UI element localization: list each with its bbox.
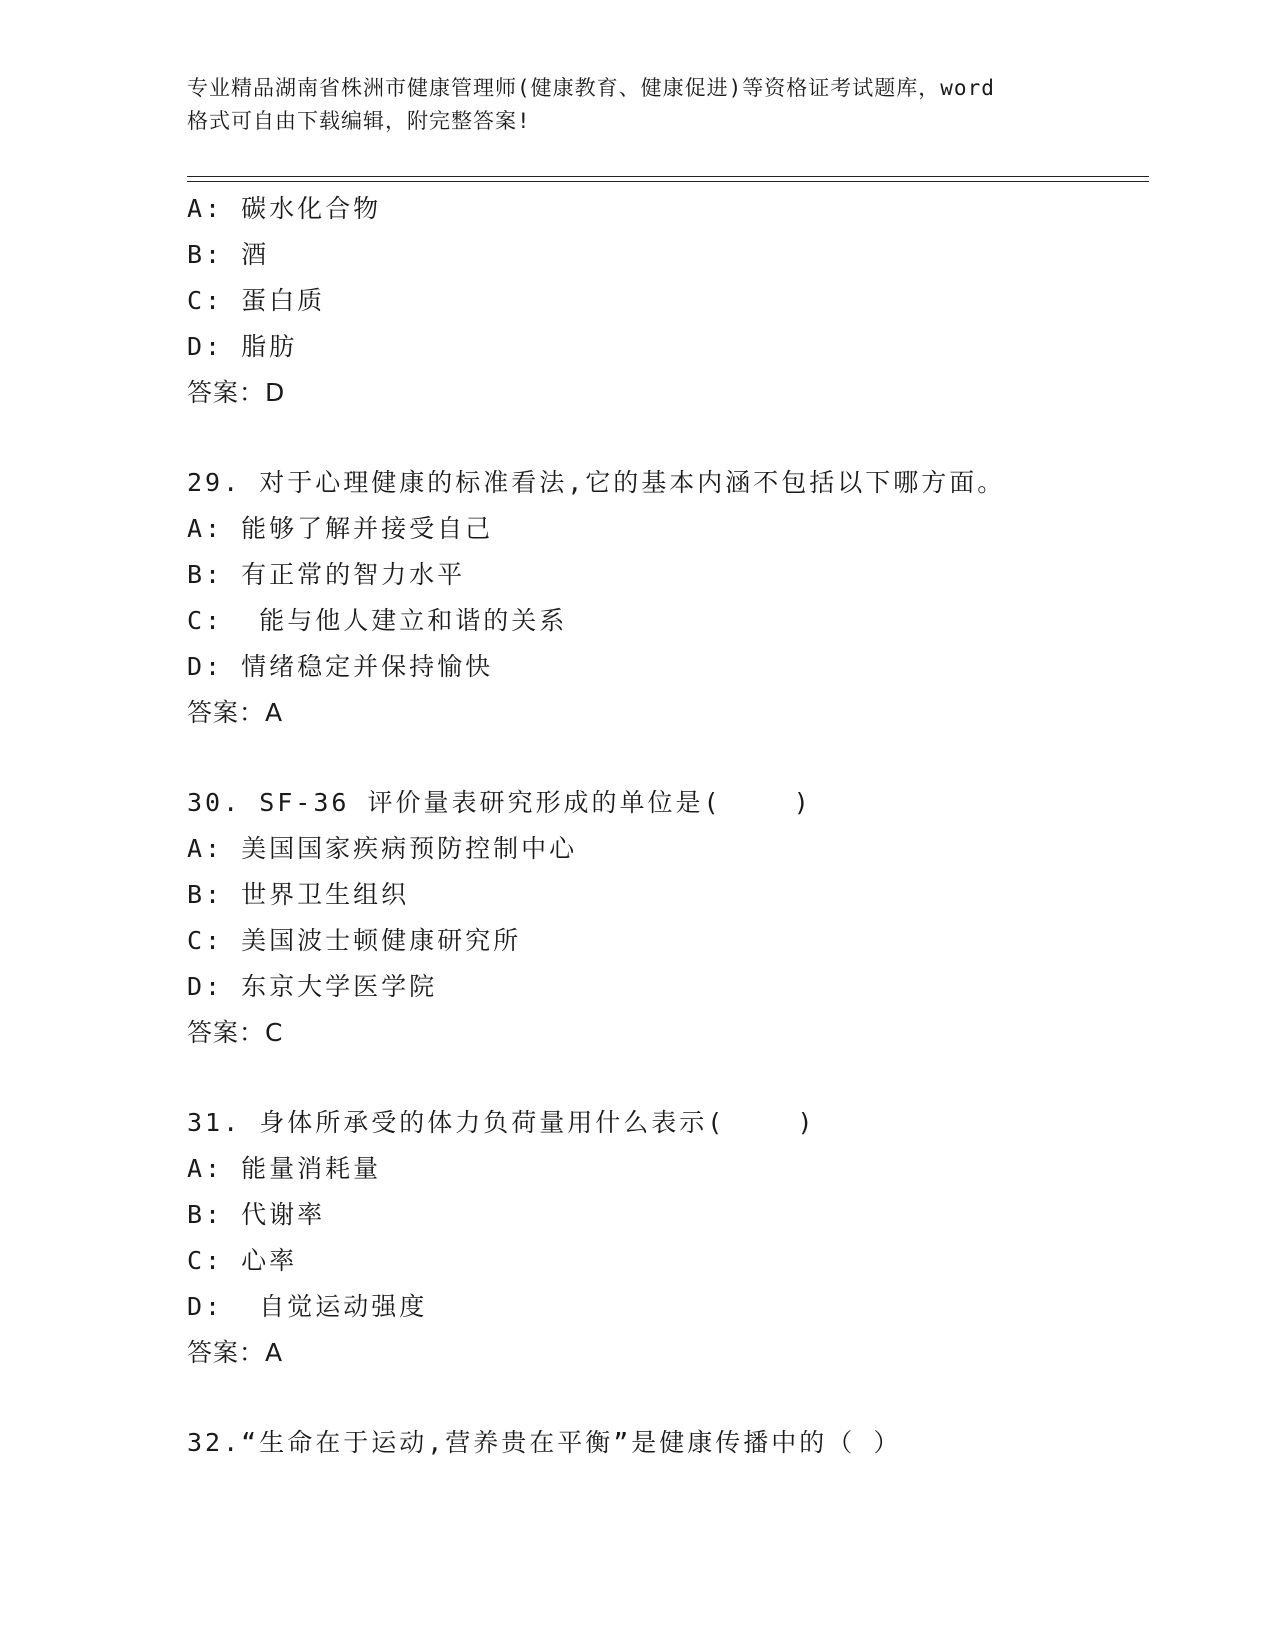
header-rule-top: [187, 176, 1149, 177]
option-c: C: 美国波士顿健康研究所: [187, 926, 522, 955]
option-a: A: 能量消耗量: [187, 1154, 382, 1183]
question-text: 31. 身体所承受的体力负荷量用什么表示( ): [187, 1108, 816, 1137]
option-d: D: 脂肪: [187, 332, 298, 361]
question-29: [187, 460, 1149, 736]
option-d: D: 东京大学医学院: [187, 972, 438, 1001]
answer: 答案：A: [187, 698, 284, 727]
option-b: B: 酒: [187, 240, 270, 269]
option-c: C: 心率: [187, 1246, 298, 1275]
option-c: C: 蛋白质: [187, 286, 326, 315]
question-text: 30. SF-36 评价量表研究形成的单位是( ): [187, 788, 812, 817]
option-b: B: 世界卫生组织: [187, 880, 410, 909]
option-b: B: 有正常的智力水平: [187, 560, 466, 589]
question-31: [187, 1100, 1149, 1376]
header-line-1: 专业精品湖南省株洲市健康管理师(健康教育、健康促进)等资格证考试题库，word: [187, 76, 995, 100]
question-30: [187, 780, 1149, 1056]
answer: 答案：D: [187, 378, 286, 407]
option-d: D: 情绪稳定并保持愉快: [187, 652, 494, 681]
option-c: C: 能与他人建立和谐的关系: [187, 606, 568, 635]
question-32: [187, 1420, 1149, 1466]
header-rule-bottom: [187, 181, 1149, 182]
question-list: [187, 186, 1149, 1466]
question-text: 29. 对于心理健康的标准看法,它的基本内涵不包括以下哪方面。: [187, 468, 1006, 497]
header-line-2: 格式可自由下载编辑，附完整答案!: [187, 109, 531, 133]
question-28-tail: [187, 186, 1149, 416]
option-d: D: 自觉运动强度: [187, 1292, 428, 1321]
answer: 答案：A: [187, 1338, 284, 1367]
option-a: A: 能够了解并接受自己: [187, 514, 494, 543]
answer: 答案：C: [187, 1018, 284, 1047]
option-a: A: 碳水化合物: [187, 194, 382, 223]
page-header: [187, 72, 1087, 138]
option-b: B: 代谢率: [187, 1200, 326, 1229]
question-text: 32.“生命在于运动,营养贵在平衡”是健康传播中的（ ）: [187, 1428, 902, 1457]
option-a: A: 美国国家疾病预防控制中心: [187, 834, 578, 863]
